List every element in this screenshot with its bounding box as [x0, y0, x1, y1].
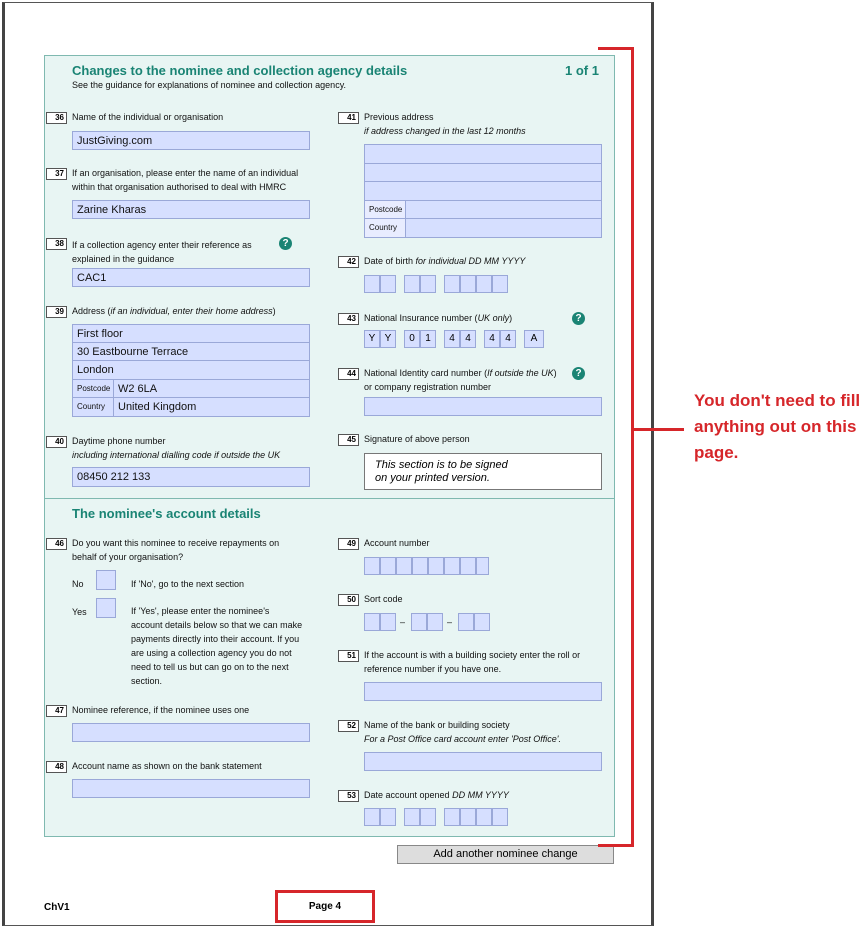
q38-help-icon[interactable]: ?	[279, 237, 292, 250]
q46-yes-note	[131, 604, 302, 688]
q38-label-2: explained in the guidance	[72, 254, 175, 264]
q49-digit-4[interactable]	[412, 557, 428, 575]
q36-name-field[interactable]: JustGiving.com	[72, 131, 310, 150]
q51-number: 51	[338, 650, 359, 662]
q39-postcode-field[interactable]: W2 6LA	[113, 379, 310, 398]
q41-country-label: Country	[364, 218, 406, 238]
q45-sig-line-1: This section is to be signed	[375, 459, 508, 471]
annotation-bracket	[598, 47, 634, 847]
q38-number: 38	[46, 238, 67, 250]
q42-day-1[interactable]	[364, 275, 380, 293]
q50-digit-4[interactable]	[427, 613, 443, 631]
q53-year-2[interactable]	[460, 808, 476, 826]
q42-year-4[interactable]	[492, 275, 508, 293]
page-number: Page 4	[275, 890, 375, 923]
q50-digit-5[interactable]	[458, 613, 474, 631]
q41-country-field[interactable]	[405, 218, 602, 238]
q37-individual-field[interactable]: Zarine Kharas	[72, 200, 310, 219]
q36-label: Name of the individual or organisation	[72, 112, 224, 122]
q51-label-1: If the account is with a building society enter the roll or	[364, 650, 581, 660]
q50-label: Sort code	[364, 594, 403, 604]
q43-char-2[interactable]: Y	[380, 330, 396, 348]
q43-number: 43	[338, 313, 359, 325]
q49-digit-1[interactable]	[364, 557, 380, 575]
q41-label: Previous address	[364, 112, 434, 122]
q39-address-line-1[interactable]: First floor	[72, 324, 310, 343]
q52-sublabel: For a Post Office card account enter 'Post Office'.	[364, 734, 562, 744]
q53-year-4[interactable]	[492, 808, 508, 826]
q43-help-icon[interactable]: ?	[572, 312, 585, 325]
q49-digit-6[interactable]	[444, 557, 460, 575]
q44-label: National Identity card number (If outside the UK)	[364, 368, 557, 378]
q45-sig-line-2: on your printed version.	[375, 472, 490, 484]
q53-day-2[interactable]	[380, 808, 396, 826]
q42-month-2[interactable]	[420, 275, 436, 293]
q43-char-4[interactable]: 1	[420, 330, 436, 348]
q53-day-1[interactable]	[364, 808, 380, 826]
q53-year-1[interactable]	[444, 808, 460, 826]
q39-number: 39	[46, 306, 67, 318]
q46-yes-note-line: section.	[131, 676, 163, 686]
section-title: Changes to the nominee and collection agency details	[72, 63, 408, 78]
q43-label: National Insurance number (UK only)	[364, 313, 513, 323]
q53-year-3[interactable]	[476, 808, 492, 826]
q53-month-1[interactable]	[404, 808, 420, 826]
q37-label-1: If an organisation, please enter the name of an individual	[72, 168, 299, 178]
q53-number: 53	[338, 790, 359, 802]
q49-digit-5[interactable]	[428, 557, 444, 575]
q43-char-8[interactable]: 4	[500, 330, 516, 348]
q49-digit-8[interactable]	[476, 557, 489, 575]
q43-char-7[interactable]: 4	[484, 330, 500, 348]
q40-phone-field[interactable]: 08450 212 133	[72, 467, 310, 487]
q37-number: 37	[46, 168, 67, 180]
q46-label-1: Do you want this nominee to receive repayments on	[72, 538, 280, 548]
annotation-note: You don't need to fill anything out on this page.	[694, 391, 861, 462]
q45-number: 45	[338, 434, 359, 446]
q36-number: 36	[46, 112, 67, 124]
q50-digit-2[interactable]	[380, 613, 396, 631]
q43-char-6[interactable]: 4	[460, 330, 476, 348]
q40-number: 40	[46, 436, 67, 448]
annotation-pointer	[634, 428, 684, 431]
q50-digit-3[interactable]	[411, 613, 427, 631]
q41-address-line-3[interactable]	[364, 181, 602, 201]
q46-yes-note-line: need to tell us but can go on to the next	[131, 662, 289, 672]
q46-label-2: behalf of your organisation?	[72, 552, 184, 562]
q46-yes-note-line: account details below so that we can make	[131, 620, 303, 630]
form-code: ChV1	[44, 902, 70, 913]
q50-digit-1[interactable]	[364, 613, 380, 631]
q39-address-line-2[interactable]: 30 Eastbourne Terrace	[72, 342, 310, 361]
q41-address-line-1[interactable]	[364, 144, 602, 164]
q46-yes-note-line: payments directly into their account. If you	[131, 634, 300, 644]
q51-roll-number-field[interactable]	[364, 682, 602, 701]
q52-number: 52	[338, 720, 359, 732]
q44-label-2: or company registration number	[364, 382, 492, 392]
q43-char-3[interactable]: 0	[404, 330, 420, 348]
q44-help-icon[interactable]: ?	[572, 367, 585, 380]
q41-postcode-field[interactable]	[405, 200, 602, 219]
q48-account-name-field[interactable]	[72, 779, 310, 798]
q46-yes-note-line: are using a collection agency you do not	[131, 648, 292, 658]
q51-label-2: reference number if you have one.	[364, 664, 502, 674]
q53-month-2[interactable]	[420, 808, 436, 826]
page-of: 1 of 1	[565, 63, 599, 78]
q52-label: Name of the bank or building society	[364, 720, 510, 730]
q47-reference-field[interactable]	[72, 723, 310, 742]
q46-yes-note-line: If 'Yes', please enter the nominee's	[131, 606, 270, 616]
q52-bank-name-field[interactable]	[364, 752, 602, 771]
q44-id-field[interactable]	[364, 397, 602, 416]
q49-label: Account number	[364, 538, 430, 548]
q41-postcode-label: Postcode	[364, 200, 406, 219]
q49-number: 49	[338, 538, 359, 550]
q39-country-label: Country	[72, 397, 114, 417]
q42-label: Date of birth for individual DD MM YYYY	[364, 256, 526, 266]
q48-number: 48	[46, 761, 67, 773]
q38-reference-field[interactable]: CAC1	[72, 268, 310, 287]
q49-digit-7[interactable]	[460, 557, 476, 575]
q43-char-5[interactable]: 4	[444, 330, 460, 348]
section-subtitle: See the guidance for explanations of nominee and collection agency.	[72, 80, 347, 90]
q45-label: Signature of above person	[364, 434, 470, 444]
q46-no-label: No	[72, 579, 84, 589]
q49-digit-3[interactable]	[396, 557, 412, 575]
q39-postcode-label: Postcode	[72, 379, 114, 398]
q43-char-1[interactable]: Y	[364, 330, 380, 348]
q50-dash-1: –	[400, 617, 406, 627]
q46-number: 46	[46, 538, 67, 550]
q50-dash-2: –	[447, 617, 453, 627]
q53-label: Date account opened DD MM YYYY	[364, 790, 509, 800]
q42-year-2[interactable]	[460, 275, 476, 293]
q47-label: Nominee reference, if the nominee uses one	[72, 705, 250, 715]
q46-no-checkbox[interactable]	[96, 570, 116, 590]
q39-country-field[interactable]: United Kingdom	[113, 397, 310, 417]
q50-number: 50	[338, 594, 359, 606]
q41-address-line-2[interactable]	[364, 163, 602, 182]
q46-no-note: If 'No', go to the next section	[131, 579, 245, 589]
q40-sublabel: including international dialling code if outside the UK	[72, 450, 281, 460]
q50-digit-6[interactable]	[474, 613, 490, 631]
q38-label-1: If a collection agency enter their reference as	[72, 240, 252, 250]
add-nominee-change-button[interactable]: Add another nominee change	[397, 845, 614, 864]
q48-label: Account name as shown on the bank statement	[72, 761, 262, 771]
q42-number: 42	[338, 256, 359, 268]
q44-number: 44	[338, 368, 359, 380]
q41-sublabel: if address changed in the last 12 months	[364, 126, 526, 136]
q42-year-1[interactable]	[444, 275, 460, 293]
q41-number: 41	[338, 112, 359, 124]
q39-address-line-3[interactable]: London	[72, 360, 310, 380]
q43-char-9[interactable]: A	[524, 330, 544, 348]
q39-label: Address (if an individual, enter their home address)	[72, 306, 276, 316]
q46-yes-checkbox[interactable]	[96, 598, 116, 618]
q40-label: Daytime phone number	[72, 436, 166, 446]
q42-day-2[interactable]	[380, 275, 396, 293]
q42-year-3[interactable]	[476, 275, 492, 293]
q49-digit-2[interactable]	[380, 557, 396, 575]
q46-yes-label: Yes	[72, 607, 87, 617]
q45-signature-box	[364, 453, 602, 490]
section-divider	[44, 498, 615, 499]
q37-label-2: within that organisation authorised to deal with HMRC	[72, 182, 287, 192]
q42-month-1[interactable]	[404, 275, 420, 293]
section2-title: The nominee's account details	[72, 506, 261, 521]
q47-number: 47	[46, 705, 67, 717]
